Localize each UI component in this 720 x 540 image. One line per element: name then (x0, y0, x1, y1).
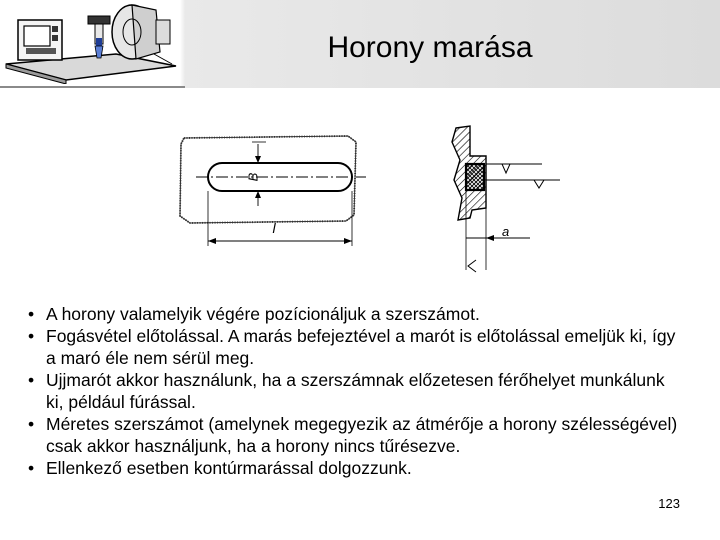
bullet-item (28, 303, 678, 325)
bullet-text: A horony valamelyik végére pozícionáljuk a szerszámot. (46, 304, 480, 324)
bullet-text: Fogásvétel előtolással. A marás befejeztével a marót is előtolással emeljük ki, így a maró éle nem sérül meg. (46, 326, 676, 368)
bullet-text: Ellenkező esetben kontúrmarással dolgozzunk. (46, 458, 412, 478)
dimension-label-l: l (272, 220, 276, 236)
workpiece-cross-section (452, 126, 560, 272)
bullet-marker: • (28, 370, 35, 390)
bullet-marker: • (28, 304, 35, 324)
bullet-marker: • (28, 326, 35, 346)
page-number: 123 (658, 496, 680, 511)
bullet-item (28, 413, 678, 457)
bullet-text: Méretes szerszámot (amelynek megegyezik az átmérője a horony szélességével) csak akkor használjunk, ha a horony nincs tűrésezve. (46, 414, 678, 456)
bullet-marker: • (28, 458, 35, 478)
cnc-machine-logo (4, 2, 182, 84)
bullet-item (28, 325, 678, 369)
bullet-list (28, 303, 678, 479)
bullet-item (28, 457, 678, 479)
dimension-label-a: a (502, 224, 510, 239)
bullet-item (28, 369, 678, 413)
bullet-marker: • (28, 414, 35, 434)
header-divider (0, 86, 185, 88)
dimension-label-b: B (245, 172, 261, 182)
slot-milling-drawing (170, 120, 570, 285)
slide-title: Horony marása (327, 31, 533, 64)
bullet-text: Ujjmarót akkor használunk, ha a szerszámnak előzetesen férőhelyet munkálunk ki, például fúrással. (46, 370, 665, 412)
